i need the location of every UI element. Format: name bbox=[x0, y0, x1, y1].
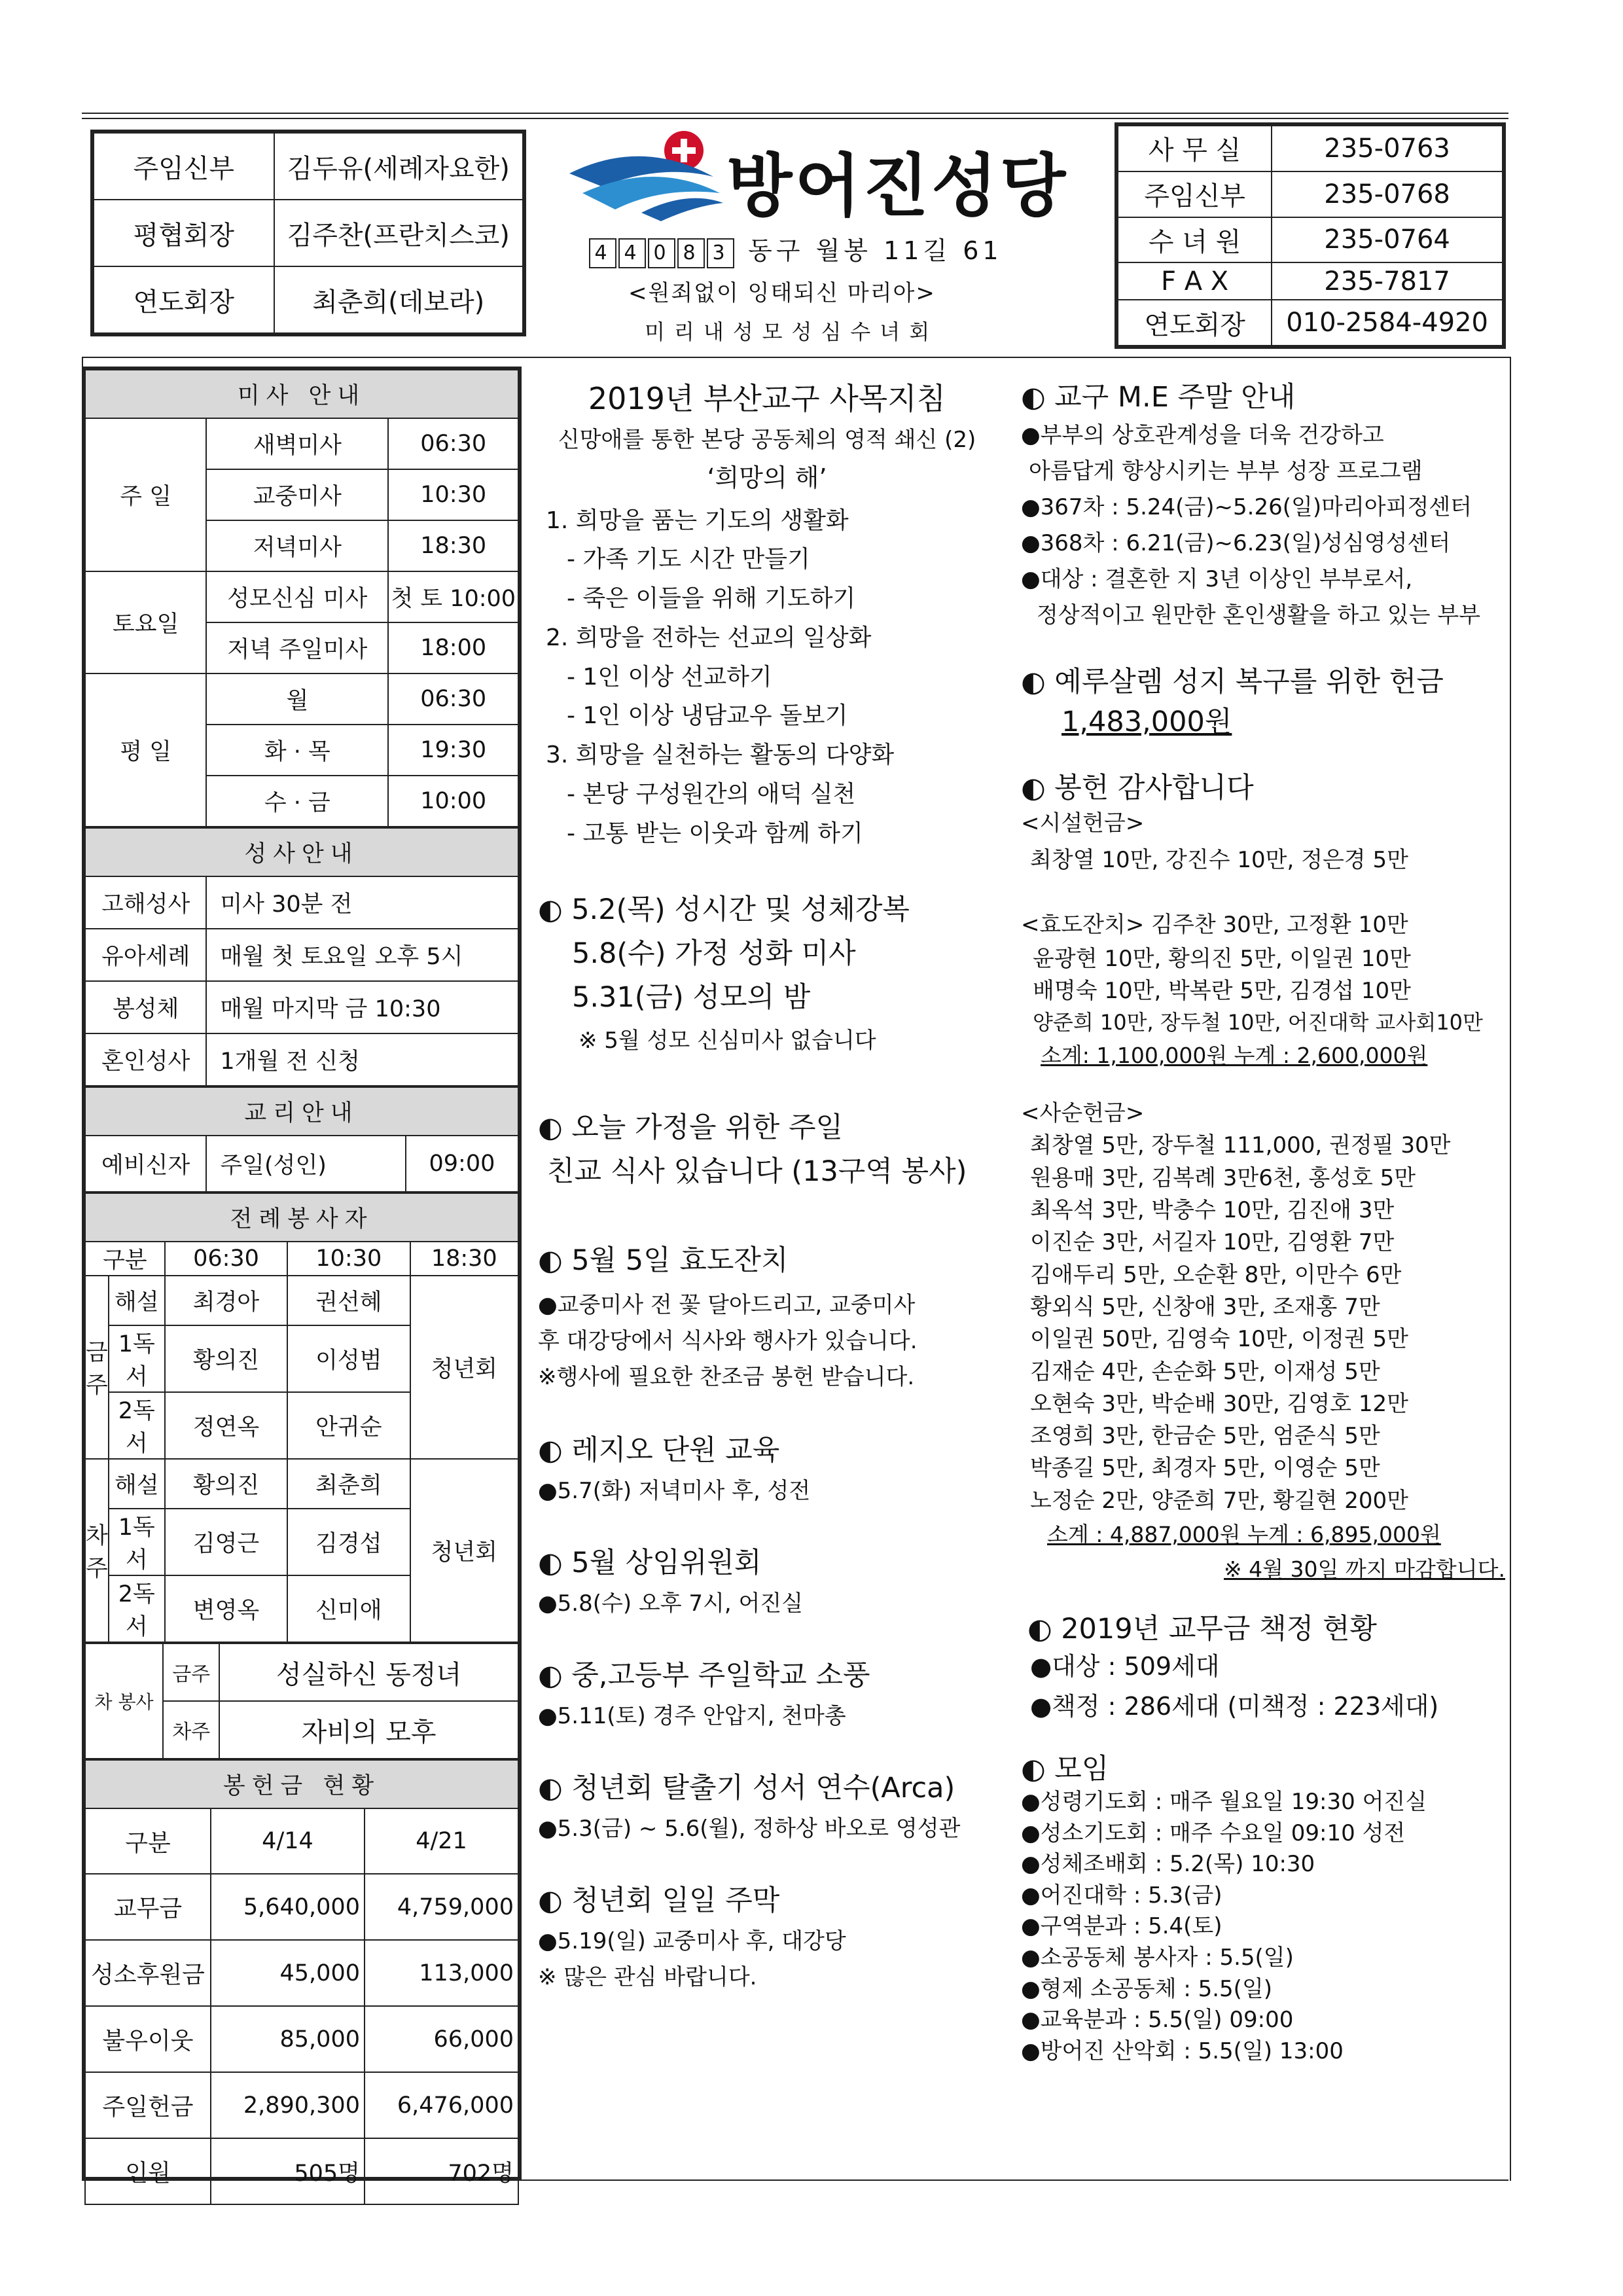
contact-label: F A X bbox=[1118, 262, 1272, 300]
mass-time: 18:30 bbox=[388, 520, 518, 571]
server-name: 최춘희 bbox=[287, 1459, 410, 1509]
mass-name: 교중미사 bbox=[206, 469, 388, 520]
family-line: ◐ 오늘 가정을 위한 주일 bbox=[538, 1111, 844, 1145]
tithe-line: ●대상 : 509세대 bbox=[1030, 1651, 1220, 1681]
meeting-line: ●성체조배회 : 5.2(목) 10:30 bbox=[1021, 1851, 1315, 1878]
section-title: 미사 안내 bbox=[85, 370, 518, 418]
mass-time: 06:30 bbox=[388, 418, 518, 469]
meeting-line: ●소공동체 봉사자 : 5.5(일) bbox=[1021, 1944, 1294, 1971]
thanks-title: ◐ 봉헌 감사합니다 bbox=[1021, 772, 1254, 805]
tithe-title: ◐ 2019년 교무금 책정 현황 bbox=[1027, 1612, 1377, 1645]
tea-group: 성실하신 동정녀 bbox=[219, 1643, 518, 1701]
servers-header: 18:30 bbox=[410, 1242, 519, 1276]
mass-day-label: 토요일 bbox=[85, 571, 206, 673]
policy-subtitle: 신망애를 통한 본당 공동체의 영적 쇄신 (2) bbox=[558, 427, 976, 453]
me-line: ●367차 : 5.24(금)~5.26(일)마리아피정센터 bbox=[1021, 494, 1472, 521]
event-line: 5.8(수) 가정 성화 미사 bbox=[572, 937, 856, 971]
servers-header: 06:30 bbox=[165, 1242, 287, 1276]
server-role: 해설 bbox=[109, 1276, 165, 1325]
postcode-digit: 0 bbox=[648, 238, 675, 268]
server-name: 신미애 bbox=[287, 1575, 410, 1642]
policy-item: 3. 희망을 실천하는 활동의 다양화 bbox=[546, 742, 895, 769]
officer-name: 김두유(세례자요한) bbox=[274, 133, 523, 200]
oneday-line: ※ 많은 관심 바랍니다. bbox=[538, 1964, 757, 1991]
mass-time: 10:30 bbox=[388, 469, 518, 520]
contact-label: 연도회장 bbox=[1118, 300, 1272, 346]
jerusalem-title: ◐ 예루살렘 성지 복구를 위한 헌금 bbox=[1021, 666, 1444, 699]
left-column bbox=[82, 367, 522, 2187]
offering-value: 6,476,000 bbox=[365, 2072, 518, 2138]
server-evening: 청년회 bbox=[410, 1459, 519, 1642]
server-name: 변영옥 bbox=[165, 1575, 287, 1642]
offering-header: 4/21 bbox=[365, 1808, 518, 1874]
postcode-digit: 4 bbox=[618, 238, 646, 268]
easter-line: 김애두리 5만, 오순환 8만, 이만수 6만 bbox=[1030, 1261, 1402, 1288]
tea-week: 차주 bbox=[163, 1701, 219, 1759]
meeting-title: ◐ 모임 bbox=[1021, 1753, 1109, 1785]
servers-header: 구분 bbox=[85, 1242, 165, 1276]
postcode-digit: 8 bbox=[677, 238, 705, 268]
family-block bbox=[538, 1106, 996, 1193]
filial-label: <효도잔치> 김주찬 30만, 고정환 10만 bbox=[1021, 911, 1408, 938]
easter-line: 이진순 3만, 서길자 10만, 김영환 7만 bbox=[1030, 1229, 1395, 1256]
contact-label: 수 녀 원 bbox=[1118, 217, 1272, 263]
policy-item: - 본당 구성원간의 애덕 실천 bbox=[567, 780, 856, 808]
oneday-block bbox=[538, 1878, 996, 1996]
offering-value: 505명 bbox=[211, 2138, 365, 2204]
week-label: 금 주 bbox=[85, 1276, 109, 1459]
meeting-line: ●어진대학 : 5.3(금) bbox=[1021, 1882, 1222, 1909]
policy-item: - 고통 받는 이웃과 함께 하기 bbox=[567, 819, 863, 847]
mass-time: 19:30 bbox=[388, 725, 518, 776]
offering-name: 주일헌금 bbox=[85, 2072, 211, 2138]
me-line: 아름답게 향상시키는 부부 성장 프로그램 bbox=[1029, 458, 1423, 485]
meeting-line: ●방어진 산악회 : 5.5(일) 13:00 bbox=[1021, 2037, 1344, 2064]
address-text: 동구 월봉 11길 61 bbox=[748, 236, 1003, 265]
legio-line: ●5.7(화) 저녁미사 후, 성전 bbox=[538, 1477, 811, 1504]
server-name: 황의진 bbox=[165, 1325, 287, 1392]
mass-time: 첫 토 10:00 bbox=[388, 571, 518, 622]
server-name: 김경섭 bbox=[287, 1509, 410, 1575]
easter-note: ※ 4월 30일 까지 마감합니다. bbox=[1224, 1556, 1505, 1583]
officer-role: 평협회장 bbox=[94, 200, 274, 266]
council-block bbox=[538, 1541, 996, 1622]
easter-line: 노정순 2만, 양준희 7만, 황길현 200만 bbox=[1030, 1487, 1408, 1514]
policy-item: - 1인 이상 선교하기 bbox=[567, 663, 772, 691]
mass-name: 월 bbox=[206, 673, 388, 725]
offering-name: 불우이웃 bbox=[85, 2006, 211, 2072]
contacts-box bbox=[1115, 122, 1506, 349]
sacrament-name: 혼인성사 bbox=[85, 1033, 206, 1086]
offering-name: 성소후원금 bbox=[85, 1940, 211, 2006]
contact-phone: 235-0763 bbox=[1272, 126, 1503, 171]
offering-value: 85,000 bbox=[211, 2006, 365, 2072]
easter-line: 원용매 3만, 김복례 3만6천, 홍성호 5만 bbox=[1030, 1164, 1416, 1191]
section-title: 전례봉사자 bbox=[85, 1193, 518, 1242]
sacrament-name: 유아세례 bbox=[85, 929, 206, 981]
filial-line: ●교중미사 전 꽃 달아드리고, 교중미사 bbox=[538, 1291, 916, 1318]
easter-line: 이일권 50만, 김영숙 10만, 이정권 5만 bbox=[1030, 1326, 1408, 1353]
address bbox=[589, 230, 1003, 268]
catechism-name: 예비신자 bbox=[85, 1136, 206, 1192]
officer-name: 김주찬(프란치스코) bbox=[274, 200, 523, 266]
server-name: 황의진 bbox=[165, 1459, 287, 1509]
offering-value: 45,000 bbox=[211, 1940, 365, 2006]
filial-donor-line: 배명숙 10만, 박복란 5만, 김경섭 10만 bbox=[1033, 978, 1411, 1004]
tea-table bbox=[84, 1643, 519, 1759]
server-name: 김영근 bbox=[165, 1509, 287, 1575]
tea-group: 자비의 모후 bbox=[219, 1701, 518, 1759]
offering-value: 702명 bbox=[365, 2138, 518, 2204]
mass-name: 수 · 금 bbox=[206, 776, 388, 827]
events-block bbox=[538, 888, 996, 1059]
meeting-line: ●교육분과 : 5.5(일) 09:00 bbox=[1021, 2007, 1294, 2034]
legio-title: ◐ 레지오 단원 교육 bbox=[538, 1433, 780, 1467]
me-line: 정상적이고 원만한 혼인생활을 하고 있는 부부 bbox=[1037, 602, 1481, 629]
sacrament-value: 1개월 전 신청 bbox=[206, 1033, 518, 1086]
easter-sum: 소계 : 4,887,000원 누계 : 6,895,000원 bbox=[1047, 1522, 1441, 1547]
offering-name: 교무금 bbox=[85, 1874, 211, 1940]
offering-name: 인원 bbox=[85, 2138, 211, 2204]
filial-line: 후 대강당에서 식사와 행사가 있습니다. bbox=[538, 1327, 918, 1354]
mass-time: 06:30 bbox=[388, 673, 518, 725]
offering-value: 113,000 bbox=[365, 1940, 518, 2006]
sacrament-value: 매월 첫 토요일 오후 5시 bbox=[206, 929, 518, 981]
easter-line: 최옥석 3만, 박충수 10만, 김진애 3만 bbox=[1030, 1197, 1395, 1224]
filial-sum: 소계: 1,100,000원 누계 : 2,600,000원 bbox=[1041, 1042, 1428, 1068]
filial-line: ※행사에 필요한 찬조금 봉헌 받습니다. bbox=[538, 1363, 915, 1390]
me-line: ●대상 : 결혼한 지 3년 이상인 부부로서, bbox=[1021, 566, 1413, 593]
facility-line: 최창열 10만, 강진수 10만, 정은경 5만 bbox=[1030, 846, 1408, 873]
offering-value: 2,890,300 bbox=[211, 2072, 365, 2138]
easter-line: 오현숙 3만, 박순배 30만, 김영호 12만 bbox=[1030, 1390, 1408, 1417]
policy-item: - 죽은 이들을 위해 기도하기 bbox=[567, 585, 856, 613]
top-rule-2 bbox=[82, 118, 1508, 119]
contact-phone: 235-7817 bbox=[1272, 262, 1503, 300]
policy-item: - 가족 기도 시간 만들기 bbox=[567, 546, 810, 573]
servers-table bbox=[84, 1193, 519, 1643]
me-title: ◐ 교구 M.E 주말 안내 bbox=[1021, 381, 1296, 414]
contact-label: 사 무 실 bbox=[1118, 126, 1272, 171]
server-name: 최경아 bbox=[165, 1276, 287, 1325]
event-line: ◐ 5.2(목) 성시간 및 성체강복 bbox=[538, 893, 910, 927]
motto: <원죄없이 잉태되신 마리아> bbox=[628, 280, 936, 306]
section-title: 교리안내 bbox=[85, 1087, 518, 1136]
contact-phone: 010-2584-4920 bbox=[1272, 300, 1503, 346]
easter-line: 박종길 5만, 최경자 5만, 이영순 5만 bbox=[1030, 1455, 1380, 1482]
catechism-time: 09:00 bbox=[406, 1136, 518, 1192]
oneday-line: ●5.19(일) 교중미사 후, 대강당 bbox=[538, 1928, 846, 1955]
policy-list bbox=[546, 501, 996, 853]
church-name: 방어진성당 bbox=[726, 146, 1069, 226]
server-evening: 청년회 bbox=[410, 1276, 519, 1459]
me-line: ●부부의 상호관계성을 더욱 건강하고 bbox=[1021, 422, 1384, 448]
me-line: ●368차 : 6.21(금)~6.23(일)성심영성센터 bbox=[1021, 530, 1451, 557]
event-note: ※ 5월 성모 신심미사 없습니다 bbox=[579, 1028, 876, 1054]
easter-line: 조영희 3만, 한금순 5만, 엄준식 5만 bbox=[1030, 1423, 1380, 1450]
right-column bbox=[1021, 370, 1505, 2067]
offering-header: 구분 bbox=[85, 1808, 211, 1874]
sacrament-name: 봉성체 bbox=[85, 981, 206, 1033]
easter-label: <사순헌금> bbox=[1021, 1100, 1145, 1127]
server-name: 권선혜 bbox=[287, 1276, 410, 1325]
mass-day-label: 평 일 bbox=[85, 673, 206, 827]
contact-label: 주임신부 bbox=[1118, 171, 1272, 217]
tea-week: 금주 bbox=[163, 1643, 219, 1701]
mass-time: 10:00 bbox=[388, 776, 518, 827]
officer-name: 최춘희(데보라) bbox=[274, 266, 523, 333]
officers-box bbox=[90, 130, 526, 336]
section-title: 성사안내 bbox=[85, 828, 518, 876]
server-role: 1독서 bbox=[109, 1325, 165, 1392]
server-name: 안귀순 bbox=[287, 1392, 410, 1459]
meeting-line: ●형제 소공동체 : 5.5(일) bbox=[1021, 1975, 1273, 2002]
section-title: 봉헌금 현황 bbox=[85, 1760, 518, 1808]
meeting-line: ●성소기도회 : 매주 수요일 09:10 성전 bbox=[1021, 1820, 1406, 1846]
server-role: 2독서 bbox=[109, 1575, 165, 1642]
meeting-line: ●구역분과 : 5.4(토) bbox=[1021, 1913, 1222, 1940]
server-name: 이성범 bbox=[287, 1325, 410, 1392]
server-role: 해설 bbox=[109, 1459, 165, 1509]
top-rule bbox=[82, 113, 1508, 114]
sacrament-value: 매월 마지막 금 10:30 bbox=[206, 981, 518, 1033]
easter-line: 김재순 4만, 손순화 5만, 이재성 5만 bbox=[1030, 1358, 1380, 1385]
offering-table bbox=[84, 1759, 519, 2205]
policy-item: 1. 희망을 품는 기도의 생활화 bbox=[546, 507, 849, 534]
school-block bbox=[538, 1653, 996, 1734]
legio-block bbox=[538, 1428, 996, 1509]
mass-table bbox=[84, 369, 519, 827]
postcode-digit: 3 bbox=[707, 238, 734, 268]
tea-label: 차 봉사 bbox=[85, 1643, 163, 1759]
officer-role: 연도회장 bbox=[94, 266, 274, 333]
family-line: 친교 식사 있습니다 (13구역 봉사) bbox=[547, 1155, 967, 1189]
easter-line: 황외식 5만, 신창애 3만, 조재홍 7만 bbox=[1030, 1293, 1380, 1320]
mass-name: 성모신심 미사 bbox=[206, 571, 388, 622]
filial-donor-line: 양준희 10만, 장두철 10만, 어진대학 교사회10만 bbox=[1033, 1010, 1483, 1035]
server-role: 1독서 bbox=[109, 1509, 165, 1575]
catechism-table bbox=[84, 1086, 519, 1193]
sacrament-name: 고해성사 bbox=[85, 876, 206, 929]
catechism-value: 주일(성인) bbox=[206, 1136, 406, 1192]
event-line: 5.31(금) 성모의 밤 bbox=[572, 980, 811, 1014]
offering-header: 4/14 bbox=[211, 1808, 365, 1874]
youth-line: ●5.3(금) ~ 5.6(월), 정하상 바오로 영성관 bbox=[538, 1816, 961, 1842]
offering-value: 4,759,000 bbox=[365, 1874, 518, 1940]
youth-block bbox=[538, 1766, 996, 1847]
policy-item: 2. 희망을 전하는 선교의 일상화 bbox=[546, 624, 872, 651]
oneday-title: ◐ 청년회 일일 주막 bbox=[538, 1884, 780, 1918]
religious-order: 미리내성모성심수녀회 bbox=[645, 319, 939, 344]
school-title: ◐ 중,고등부 주일학교 소풍 bbox=[538, 1659, 870, 1693]
contact-phone: 235-0768 bbox=[1272, 171, 1503, 217]
server-name: 정연옥 bbox=[165, 1392, 287, 1459]
meeting-line: ●성령기도회 : 매주 월요일 19:30 어진실 bbox=[1021, 1789, 1427, 1815]
mass-name: 새벽미사 bbox=[206, 418, 388, 469]
easter-line: 최창열 5만, 장두철 111,000, 권정필 30만 bbox=[1030, 1132, 1451, 1159]
youth-title: ◐ 청년회 탈출기 성서 연수(Arca) bbox=[538, 1772, 955, 1805]
mass-time: 18:00 bbox=[388, 622, 518, 673]
filial-title: ◐ 5월 5일 효도잔치 bbox=[538, 1244, 789, 1277]
mass-name: 저녁 주일미사 bbox=[206, 622, 388, 673]
servers-header: 10:30 bbox=[287, 1242, 410, 1276]
policy-title: 2019년 부산교구 사목지침 bbox=[588, 381, 946, 416]
mass-name: 저녁미사 bbox=[206, 520, 388, 571]
tithe-line: ●책정 : 286세대 (미책정 : 223세대) bbox=[1030, 1692, 1439, 1721]
middle-column bbox=[538, 370, 996, 1996]
contact-phone: 235-0764 bbox=[1272, 217, 1503, 263]
mass-name: 화 · 목 bbox=[206, 725, 388, 776]
sacrament-table bbox=[84, 827, 519, 1086]
policy-item: - 1인 이상 냉담교우 돌보기 bbox=[567, 702, 848, 730]
postcode-digit: 4 bbox=[589, 238, 616, 268]
mass-day-label: 주 일 bbox=[85, 418, 206, 571]
week-label: 차 주 bbox=[85, 1459, 109, 1642]
offering-value: 66,000 bbox=[365, 2006, 518, 2072]
policy-theme: ‘희망의 해’ bbox=[707, 463, 827, 493]
filial-donor-line: 윤광현 10만, 황의진 5만, 이일권 10만 bbox=[1033, 945, 1411, 972]
school-line: ●5.11(토) 경주 안압지, 천마총 bbox=[538, 1703, 846, 1730]
officer-role: 주임신부 bbox=[94, 133, 274, 200]
server-role: 2독서 bbox=[109, 1392, 165, 1459]
jerusalem-amount: 1,483,000원 bbox=[1061, 706, 1232, 739]
council-title: ◐ 5월 상임위원회 bbox=[538, 1546, 762, 1579]
filial-block bbox=[538, 1238, 996, 1395]
council-line: ●5.8(수) 오후 7시, 어진실 bbox=[538, 1590, 804, 1617]
offering-value: 5,640,000 bbox=[211, 1874, 365, 1940]
facility-label: <시설헌금> bbox=[1021, 810, 1145, 837]
sacrament-value: 미사 30분 전 bbox=[206, 876, 518, 929]
